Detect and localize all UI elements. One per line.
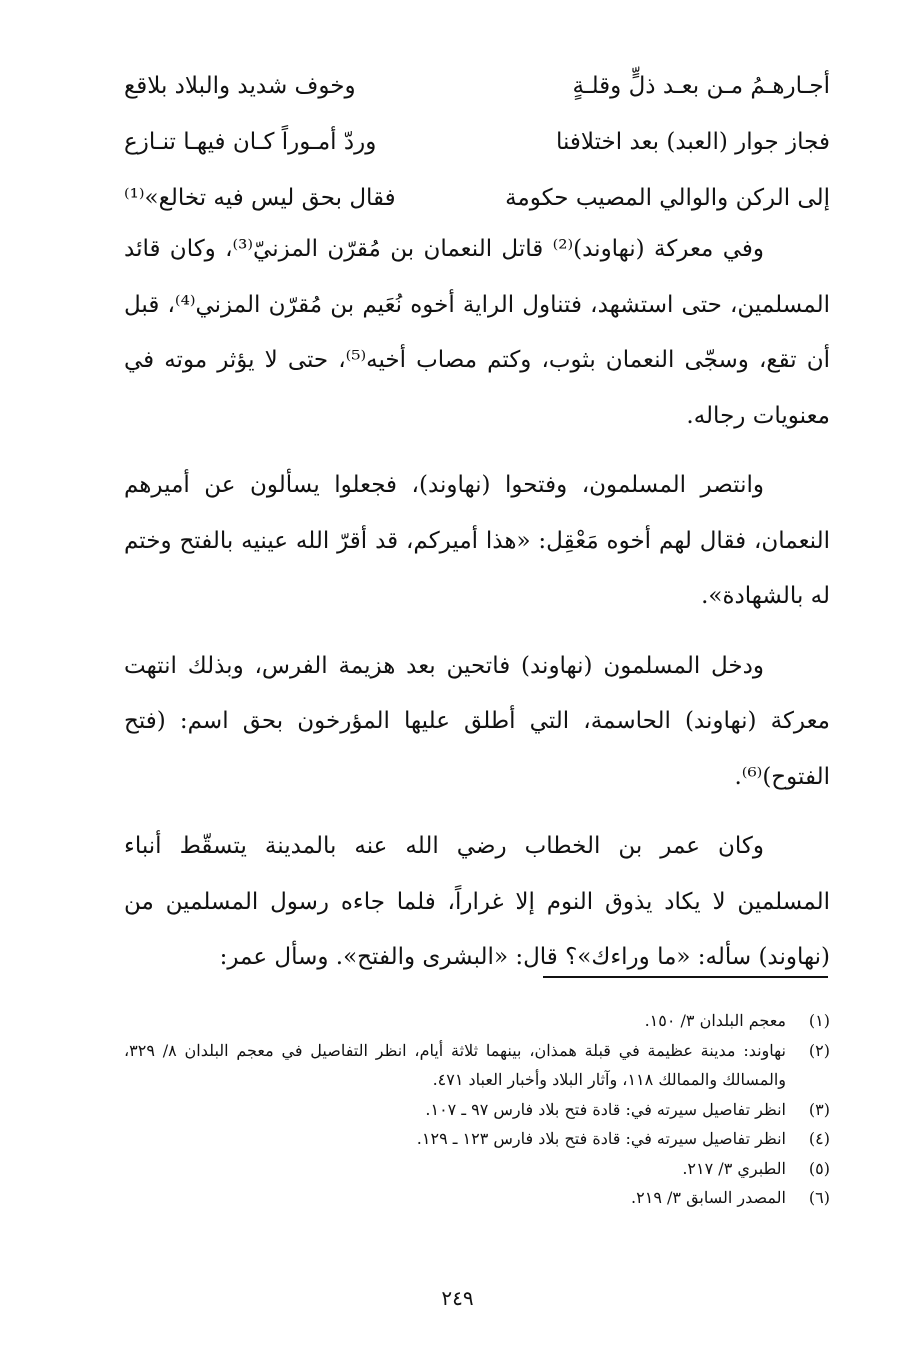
footnote-number: (٣)	[808, 1099, 830, 1119]
footnote-number: (٦)	[808, 1188, 830, 1207]
paragraph: وكان عمر بن الخطاب رضي الله عنه بالمدينة يتسقّط أنباء المسلمين لا يكاد يذوق النوم إلا غراراً، فلما جاءه رسول المسلمين من (نهاوند) سأله: «ما وراءك»؟ قال: «البشرى والفتح». وسأل عمر:	[124, 833, 830, 970]
footnote-text: معجم البلدان ٣/ ١٥٠.	[644, 1011, 786, 1030]
footnote-number: (٢)	[808, 1040, 830, 1060]
footnote-divider	[543, 976, 828, 978]
footnote-text: نهاوند: مدينة عظيمة في قبلة همذان، بينهما ثلاثة أيام، انظر التفاصيل في معجم البلدان ٨/ ٣٢٩، والمسالك والممالك ١١٨، وآثار البلاد وأخبار العباد ٤٧١.	[124, 1040, 786, 1089]
footnote-number: (٥)	[808, 1158, 830, 1178]
paragraph: ودخل المسلمون (نهاوند) فاتحين بعد هزيمة الفرس، وبذلك انتهت معركة (نهاوند) الحاسمة، التي أطلق عليها المؤرخون بحق اسم: (فتح الفتوح)⁽⁶⁾.	[124, 652, 830, 790]
poem-verse	[124, 58, 830, 114]
footnote-item	[124, 1006, 830, 1036]
poem-verse	[124, 170, 830, 226]
footnote-item	[124, 1095, 830, 1125]
poem-hemistich-right: إلى الركن والوالي المصيب حكومة	[505, 185, 830, 211]
footnote-text: المصدر السابق ٣/ ٢١٩.	[631, 1188, 786, 1207]
footnote-number: (٤)	[808, 1129, 830, 1148]
poem-hemistich-left: وخوف شديد والبلاد بلاقع	[124, 73, 356, 99]
footnote-item	[124, 1036, 830, 1095]
footnote-item	[124, 1124, 830, 1154]
footnote-text: انظر تفاصيل سيرته في: قادة فتح بلاد فارس ١٢٣ ـ ١٢٩.	[416, 1129, 786, 1148]
paragraph: وفي معركة (نهاوند)⁽²⁾ قاتل النعمان بن مُقرّن المزنيّ⁽³⁾، وكان قائد المسلمين، حتى استشهد، فتناول الراية أخوه نُعَيم بن مُقرّن المزني⁽⁴⁾، قبل أن تقع، وسجّى النعمان بثوب، وكتم مصاب أخيه⁽⁵⁾، حتى لا يؤثر موته في معنويات رجاله.	[124, 236, 830, 429]
poem-hemistich-right: أجـارهـمُ مـن بعـد ذلٍّ وقلـةٍ	[572, 73, 830, 99]
footnote-item	[124, 1154, 830, 1184]
poem-hemistich-left: فقال بحق ليس فيه تخالع»⁽¹⁾	[124, 185, 396, 211]
body-text	[124, 222, 830, 1000]
poem-hemistich-left: وردّ أمـوراً كـان فيهـا تنـازع	[124, 129, 377, 155]
footnote-number: (١)	[808, 1011, 830, 1030]
footnote-item	[124, 1183, 830, 1213]
poem-block	[124, 58, 830, 226]
footnote-text: انظر تفاصيل سيرته في: قادة فتح بلاد فارس ٩٧ ـ ١٠٧.	[425, 1099, 786, 1119]
footnote-text: الطبري ٣/ ٢١٧.	[682, 1158, 786, 1178]
footnotes	[124, 1006, 830, 1213]
paragraph: وانتصر المسلمون، وفتحوا (نهاوند)، فجعلوا يسألون عن أميرهم النعمان، فقال لهم أخوه مَعْقِل: «هذا أميركم، قد أقرّ الله عينيه بالفتح وختم له بالشهادة».	[124, 472, 830, 609]
poem-hemistich-right: فجاز جوار (العبد) بعد اختلافنا	[555, 129, 830, 155]
page-number: ٢٤٩	[441, 1286, 474, 1310]
poem-verse	[124, 114, 830, 170]
